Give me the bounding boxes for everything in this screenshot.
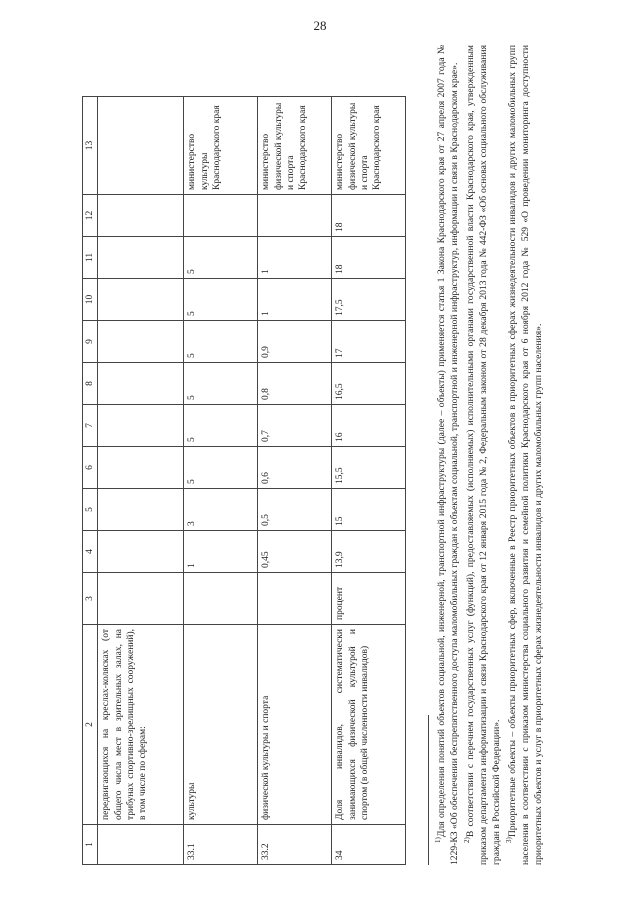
value-cell xyxy=(98,195,184,237)
value-cell: 5 xyxy=(184,279,258,321)
value-cell xyxy=(98,531,184,573)
table-row xyxy=(98,97,184,865)
value-cell: 5 xyxy=(184,405,258,447)
value-cell xyxy=(98,321,184,363)
row-number: 34 xyxy=(332,825,406,865)
value-cell: 17 xyxy=(332,321,406,363)
header-cell: 8 xyxy=(83,363,98,405)
footnote-text: В соответствии с перечнем государственных услуг (функций), предоставляемых (исполняемых) исполнительными органами государственной власти Краснодарского края, утвержденным приказом департамента информатизации и связи Краснодарского края от 12 января 2015 года № 2, Федеральным законом от 28 декабря 2013 года № 442-ФЗ «Об основах социального обслуживания граждан в Российской Федерации». xyxy=(464,45,503,865)
header-cell: 4 xyxy=(83,531,98,573)
value-cell: 0,8 xyxy=(258,363,332,405)
header-cell: 3 xyxy=(83,573,98,625)
table-row xyxy=(332,97,406,865)
value-cell: 5 xyxy=(184,321,258,363)
unit-cell xyxy=(184,573,258,625)
unit-cell xyxy=(98,573,184,625)
value-cell xyxy=(98,447,184,489)
value-cell: 17,5 xyxy=(332,279,406,321)
table-row xyxy=(258,97,332,865)
indicator-name: физической культуры и спорта xyxy=(258,625,332,825)
header-row xyxy=(83,97,98,865)
value-cell: 1 xyxy=(258,237,332,279)
footnote xyxy=(505,45,546,865)
footnotes xyxy=(434,45,546,865)
row-number xyxy=(98,825,184,865)
page-number: 28 xyxy=(313,18,327,33)
header-cell: 11 xyxy=(83,237,98,279)
footnote-text: Для определения понятий объектов социальной, инженерной, транспортной инфраструктуры (далее – объекты) применяется статья 1 Закона Краснодарского края от 27 апреля 2007 года № 1229-КЗ «Об обеспечении беспрепятственного доступа маломобильных граждан к объектам социальной, транспортной и инженерной инфраструктур, информации и связи в Краснодарском крае». xyxy=(436,45,461,865)
header-cell: 2 xyxy=(83,625,98,825)
value-cell: 1 xyxy=(258,279,332,321)
value-cell: 5 xyxy=(184,447,258,489)
indicator-name: передвигающихся на креслах-колясках (от общего числа мест в зрительных залах, на трибунах спортивно-зрелищных сооружений), в том числе по сферам: xyxy=(98,625,184,825)
footnote xyxy=(434,45,462,865)
value-cell: 3 xyxy=(184,489,258,531)
responsible-cell: министерство физической культуры и спорта Краснодарского края xyxy=(258,97,332,195)
footnote-divider xyxy=(428,715,429,865)
indicator-name: Доля инвалидов, систематически занимающихся физической культурой и спортом (в общей численности инвалидов) xyxy=(332,625,406,825)
header-cell: 6 xyxy=(83,447,98,489)
table-row xyxy=(184,97,258,865)
header-cell: 1 xyxy=(83,825,98,865)
value-cell: 5 xyxy=(184,237,258,279)
responsible-cell: министерство физической культуры и спорта Краснодарского края xyxy=(332,97,406,195)
footnote-mark: 1) xyxy=(434,837,442,843)
header-cell: 10 xyxy=(83,279,98,321)
value-cell xyxy=(184,195,258,237)
footnote-mark: 2) xyxy=(462,837,471,843)
unit-cell xyxy=(258,573,332,625)
footnote-text: Приоритетные объекты – объекты приоритетных сфер, включенные в Реестр приоритетных объектов в приоритетных сферах жизнедеятельности инвалидов и других маломобильных групп населения в соответствии с приказом министерства социального развития и семейной политики Краснодарского края от 6 ноября 2012 года № 529 «О проведении мониторинга доступности приоритетных объектов и услуг в приоритетных сферах жизнедеятельности инвалидов и других маломобильных групп населения». xyxy=(506,45,545,865)
value-cell xyxy=(98,363,184,405)
responsible-cell: министерство культуры Краснодарского края xyxy=(184,97,258,195)
value-cell: 0,45 xyxy=(258,531,332,573)
header-cell: 12 xyxy=(83,195,98,237)
value-cell: 18 xyxy=(332,195,406,237)
value-cell xyxy=(98,489,184,531)
value-cell: 0,5 xyxy=(258,489,332,531)
value-cell: 18 xyxy=(332,237,406,279)
value-cell: 0,6 xyxy=(258,447,332,489)
value-cell xyxy=(98,405,184,447)
header-cell: 9 xyxy=(83,321,98,363)
rotated-content xyxy=(82,45,602,865)
value-cell: 13,9 xyxy=(332,531,406,573)
value-cell: 0,7 xyxy=(258,405,332,447)
value-cell xyxy=(258,195,332,237)
row-number: 33.2 xyxy=(258,825,332,865)
value-cell: 0,9 xyxy=(258,321,332,363)
header-cell: 5 xyxy=(83,489,98,531)
value-cell xyxy=(98,237,184,279)
footnote-mark: 3) xyxy=(504,837,513,843)
unit-cell: процент xyxy=(332,573,406,625)
value-cell: 5 xyxy=(184,363,258,405)
value-cell: 16,5 xyxy=(332,363,406,405)
row-number: 33.1 xyxy=(184,825,258,865)
indicator-table xyxy=(82,96,406,865)
footnote xyxy=(463,45,504,865)
indicator-name: культуры xyxy=(184,625,258,825)
value-cell: 16 xyxy=(332,405,406,447)
header-cell: 7 xyxy=(83,405,98,447)
responsible-cell xyxy=(98,97,184,195)
value-cell: 15 xyxy=(332,489,406,531)
value-cell: 15,5 xyxy=(332,447,406,489)
value-cell xyxy=(98,279,184,321)
header-cell: 13 xyxy=(83,97,98,195)
value-cell: 1 xyxy=(184,531,258,573)
